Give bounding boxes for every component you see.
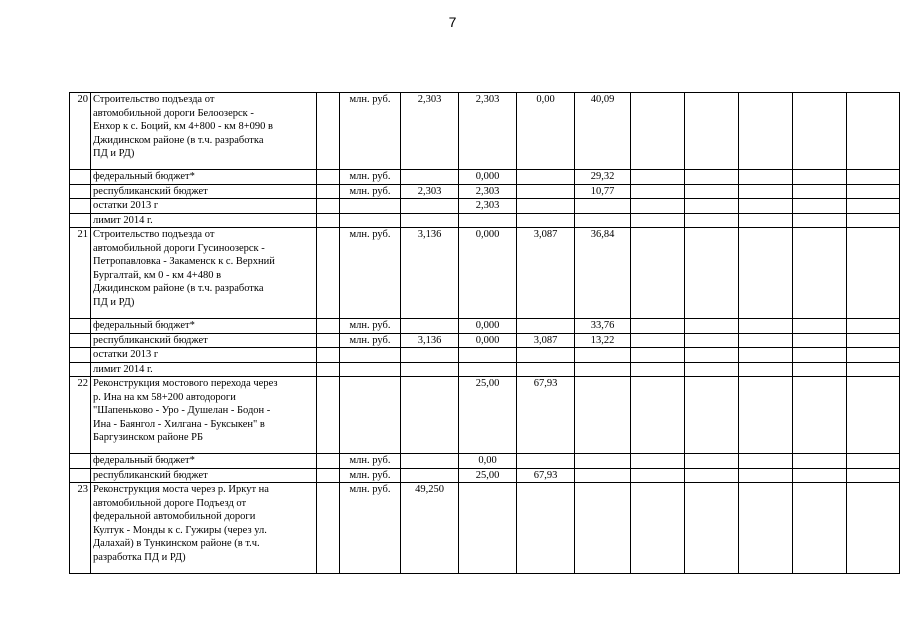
table-row xyxy=(70,199,900,214)
empty-cell xyxy=(847,228,900,319)
empty-cell xyxy=(793,468,847,483)
unit-cell: млн. руб. xyxy=(340,93,401,170)
value-cell xyxy=(575,348,631,363)
row-name-line: Реконструкция мостового перехода через xyxy=(93,378,278,389)
value-cell: 0,00 xyxy=(459,454,517,469)
empty-cell xyxy=(317,348,340,363)
value-cell xyxy=(517,170,575,185)
value-cell xyxy=(517,199,575,214)
value-cell: 2,303 xyxy=(401,184,459,199)
empty-cell xyxy=(685,362,739,377)
row-name-line: Далахай) в Тункинском районе (в т.ч. xyxy=(93,538,260,549)
row-number: 21 xyxy=(70,228,91,319)
value-cell: 67,93 xyxy=(517,468,575,483)
empty-cell xyxy=(847,468,900,483)
empty-cell xyxy=(793,362,847,377)
value-cell xyxy=(401,170,459,185)
empty-cell xyxy=(631,228,685,319)
empty-cell xyxy=(685,213,739,228)
table-row xyxy=(70,377,900,454)
empty-cell xyxy=(739,170,793,185)
unit-cell xyxy=(340,199,401,214)
value-cell: 0,000 xyxy=(459,170,517,185)
row-name-line: федеральный бюджет* xyxy=(93,320,195,331)
empty-cell xyxy=(793,93,847,170)
row-name xyxy=(91,93,317,170)
empty-cell xyxy=(793,319,847,334)
row-name-line: ПД и РД) xyxy=(93,296,135,308)
value-cell: 25,00 xyxy=(459,377,517,454)
row-name xyxy=(91,199,317,214)
table-row xyxy=(70,348,900,363)
value-cell xyxy=(517,184,575,199)
empty-cell xyxy=(847,319,900,334)
empty-cell xyxy=(317,184,340,199)
empty-cell xyxy=(631,319,685,334)
table-row xyxy=(70,228,900,319)
empty-cell xyxy=(739,199,793,214)
value-cell xyxy=(459,213,517,228)
empty-cell xyxy=(317,170,340,185)
row-name xyxy=(91,348,317,363)
row-name-line: разработка ПД и РД) xyxy=(93,551,186,563)
row-number xyxy=(70,184,91,199)
empty-cell xyxy=(685,483,739,574)
empty-cell xyxy=(685,454,739,469)
table-row xyxy=(70,362,900,377)
empty-cell xyxy=(793,213,847,228)
value-cell xyxy=(401,199,459,214)
unit-cell: млн. руб. xyxy=(340,333,401,348)
row-name xyxy=(91,184,317,199)
empty-cell xyxy=(847,199,900,214)
empty-cell xyxy=(631,483,685,574)
value-cell: 2,303 xyxy=(401,93,459,170)
empty-cell xyxy=(317,333,340,348)
empty-cell xyxy=(847,377,900,454)
empty-cell xyxy=(739,377,793,454)
empty-cell xyxy=(739,468,793,483)
row-name-line: республиканский бюджет xyxy=(93,469,208,481)
value-cell xyxy=(517,213,575,228)
row-number: 22 xyxy=(70,377,91,454)
table-row xyxy=(70,333,900,348)
row-name-line: федеральный бюджет* xyxy=(93,455,195,466)
row-name-line: автомобильной дороги Гусиноозерск - xyxy=(93,242,265,254)
row-name-line: автомобильной дороге Подъезд от xyxy=(93,497,247,509)
empty-cell xyxy=(739,213,793,228)
value-cell xyxy=(401,454,459,469)
value-cell: 3,136 xyxy=(401,333,459,348)
empty-cell xyxy=(317,377,340,454)
row-name xyxy=(91,213,317,228)
value-cell xyxy=(459,348,517,363)
empty-cell xyxy=(631,362,685,377)
empty-cell xyxy=(317,483,340,574)
unit-cell xyxy=(340,348,401,363)
empty-cell xyxy=(793,333,847,348)
empty-cell xyxy=(631,93,685,170)
unit-cell: млн. руб. xyxy=(340,483,401,574)
empty-cell xyxy=(631,348,685,363)
empty-cell xyxy=(847,93,900,170)
row-name xyxy=(91,228,317,319)
row-name xyxy=(91,377,317,454)
value-cell: 40,09 xyxy=(575,93,631,170)
empty-cell xyxy=(685,228,739,319)
value-cell: 3,087 xyxy=(517,228,575,319)
value-cell xyxy=(575,362,631,377)
empty-cell xyxy=(685,93,739,170)
row-name xyxy=(91,362,317,377)
empty-cell xyxy=(317,362,340,377)
empty-cell xyxy=(631,184,685,199)
table-row xyxy=(70,170,900,185)
value-cell xyxy=(575,454,631,469)
table-row xyxy=(70,184,900,199)
empty-cell xyxy=(631,454,685,469)
value-cell xyxy=(517,319,575,334)
row-name-line: р. Ина на км 58+200 автодороги xyxy=(93,391,236,403)
row-name-line: Ина - Баянгол - Хилгана - Буксыкен" в xyxy=(93,418,265,430)
empty-cell xyxy=(317,93,340,170)
row-name-line: республиканский бюджет xyxy=(93,185,208,197)
table-row xyxy=(70,483,900,574)
row-number xyxy=(70,362,91,377)
value-cell: 13,22 xyxy=(575,333,631,348)
row-name xyxy=(91,170,317,185)
empty-cell xyxy=(739,348,793,363)
value-cell xyxy=(575,483,631,574)
row-name xyxy=(91,483,317,574)
empty-cell xyxy=(847,170,900,185)
row-number: 23 xyxy=(70,483,91,574)
value-cell: 3,087 xyxy=(517,333,575,348)
value-cell: 0,000 xyxy=(459,333,517,348)
table-body xyxy=(70,93,900,574)
row-name xyxy=(91,454,317,469)
value-cell xyxy=(401,468,459,483)
value-cell: 3,136 xyxy=(401,228,459,319)
row-name-line: Енхор к с. Боций, км 4+800 - км 8+090 в xyxy=(93,121,273,132)
empty-cell xyxy=(631,199,685,214)
empty-cell xyxy=(317,199,340,214)
empty-cell xyxy=(793,228,847,319)
empty-cell xyxy=(793,483,847,574)
empty-cell xyxy=(317,468,340,483)
empty-cell xyxy=(739,319,793,334)
empty-cell xyxy=(847,362,900,377)
value-cell: 33,76 xyxy=(575,319,631,334)
value-cell xyxy=(575,213,631,228)
row-name xyxy=(91,319,317,334)
empty-cell xyxy=(793,377,847,454)
row-name-line: ПД и РД) xyxy=(93,148,135,159)
empty-cell xyxy=(847,454,900,469)
empty-cell xyxy=(631,170,685,185)
empty-cell xyxy=(685,348,739,363)
value-cell: 36,84 xyxy=(575,228,631,319)
empty-cell xyxy=(739,333,793,348)
row-name xyxy=(91,468,317,483)
row-name-line: остатки 2013 г xyxy=(93,200,159,211)
unit-cell: млн. руб. xyxy=(340,319,401,334)
empty-cell xyxy=(793,348,847,363)
row-name-line: республиканский бюджет xyxy=(93,334,208,346)
empty-cell xyxy=(685,333,739,348)
empty-cell xyxy=(793,454,847,469)
value-cell xyxy=(517,454,575,469)
row-name xyxy=(91,333,317,348)
empty-cell xyxy=(685,184,739,199)
row-name-line: Строительство подъезда от xyxy=(93,229,215,240)
empty-cell xyxy=(739,228,793,319)
empty-cell xyxy=(739,454,793,469)
empty-cell xyxy=(317,213,340,228)
row-name-line: Бургалтай, км 0 - км 4+480 в xyxy=(93,269,222,281)
empty-cell xyxy=(631,468,685,483)
row-name-line: Строительство подъезда от xyxy=(93,94,215,105)
row-name-line: автомобильной дороги Белоозерск - xyxy=(93,107,254,119)
unit-cell: млн. руб. xyxy=(340,170,401,185)
value-cell xyxy=(459,483,517,574)
unit-cell xyxy=(340,362,401,377)
value-cell xyxy=(517,483,575,574)
table-row xyxy=(70,319,900,334)
value-cell: 10,77 xyxy=(575,184,631,199)
row-name-line: Джидинском районе (в т.ч. разработка xyxy=(93,283,264,294)
value-cell: 0,000 xyxy=(459,228,517,319)
value-cell: 2,303 xyxy=(459,199,517,214)
empty-cell xyxy=(685,468,739,483)
row-name-line: Петропавловка - Закаменск к с. Верхний xyxy=(93,256,275,267)
empty-cell xyxy=(631,213,685,228)
empty-cell xyxy=(739,483,793,574)
budget-table xyxy=(69,92,900,574)
value-cell xyxy=(401,213,459,228)
empty-cell xyxy=(685,377,739,454)
row-name-line: остатки 2013 г xyxy=(93,349,159,360)
row-number xyxy=(70,333,91,348)
empty-cell xyxy=(685,199,739,214)
row-name-line: "Шапеньково - Уро - Душелан - Бодон - xyxy=(93,405,271,416)
empty-cell xyxy=(685,170,739,185)
row-number xyxy=(70,319,91,334)
row-number xyxy=(70,199,91,214)
value-cell xyxy=(459,362,517,377)
empty-cell xyxy=(685,319,739,334)
row-name-line: Култук - Монды к с. Гужиры (через ул. xyxy=(93,524,267,536)
row-name-line: лимит 2014 г. xyxy=(93,214,153,226)
value-cell: 2,303 xyxy=(459,184,517,199)
empty-cell xyxy=(847,333,900,348)
value-cell xyxy=(401,319,459,334)
value-cell: 2,303 xyxy=(459,93,517,170)
table-row xyxy=(70,213,900,228)
row-number xyxy=(70,213,91,228)
empty-cell xyxy=(317,319,340,334)
value-cell: 29,32 xyxy=(575,170,631,185)
empty-cell xyxy=(317,454,340,469)
empty-cell xyxy=(847,213,900,228)
row-name-line: федеральный бюджет* xyxy=(93,171,195,182)
row-number xyxy=(70,348,91,363)
row-name-line: Джидинском районе (в т.ч. разработка xyxy=(93,134,264,146)
value-cell: 67,93 xyxy=(517,377,575,454)
empty-cell xyxy=(739,184,793,199)
unit-cell: млн. руб. xyxy=(340,454,401,469)
unit-cell: млн. руб. xyxy=(340,228,401,319)
value-cell xyxy=(575,377,631,454)
row-name-line: Баргузинском районе РБ xyxy=(93,432,203,443)
row-name-line: лимит 2014 г. xyxy=(93,363,153,375)
value-cell xyxy=(575,468,631,483)
value-cell xyxy=(575,199,631,214)
empty-cell xyxy=(317,228,340,319)
empty-cell xyxy=(793,184,847,199)
table-row xyxy=(70,93,900,170)
value-cell xyxy=(401,377,459,454)
row-number xyxy=(70,170,91,185)
unit-cell xyxy=(340,213,401,228)
table-row xyxy=(70,468,900,483)
empty-cell xyxy=(793,170,847,185)
value-cell: 49,250 xyxy=(401,483,459,574)
row-name-line: федеральной автомобильной дороги xyxy=(93,511,256,522)
empty-cell xyxy=(739,362,793,377)
empty-cell xyxy=(847,184,900,199)
empty-cell xyxy=(847,348,900,363)
value-cell xyxy=(401,348,459,363)
row-name-line: Реконструкция моста через р. Иркут на xyxy=(93,484,269,495)
value-cell xyxy=(517,348,575,363)
empty-cell xyxy=(793,199,847,214)
unit-cell xyxy=(340,377,401,454)
table-row xyxy=(70,454,900,469)
row-number xyxy=(70,468,91,483)
value-cell xyxy=(401,362,459,377)
empty-cell xyxy=(847,483,900,574)
empty-cell xyxy=(631,377,685,454)
row-number: 20 xyxy=(70,93,91,170)
value-cell: 0,00 xyxy=(517,93,575,170)
unit-cell: млн. руб. xyxy=(340,468,401,483)
value-cell: 25,00 xyxy=(459,468,517,483)
empty-cell xyxy=(631,333,685,348)
value-cell xyxy=(517,362,575,377)
page-number: 7 xyxy=(448,14,457,30)
row-number xyxy=(70,454,91,469)
empty-cell xyxy=(739,93,793,170)
value-cell: 0,000 xyxy=(459,319,517,334)
unit-cell: млн. руб. xyxy=(340,184,401,199)
